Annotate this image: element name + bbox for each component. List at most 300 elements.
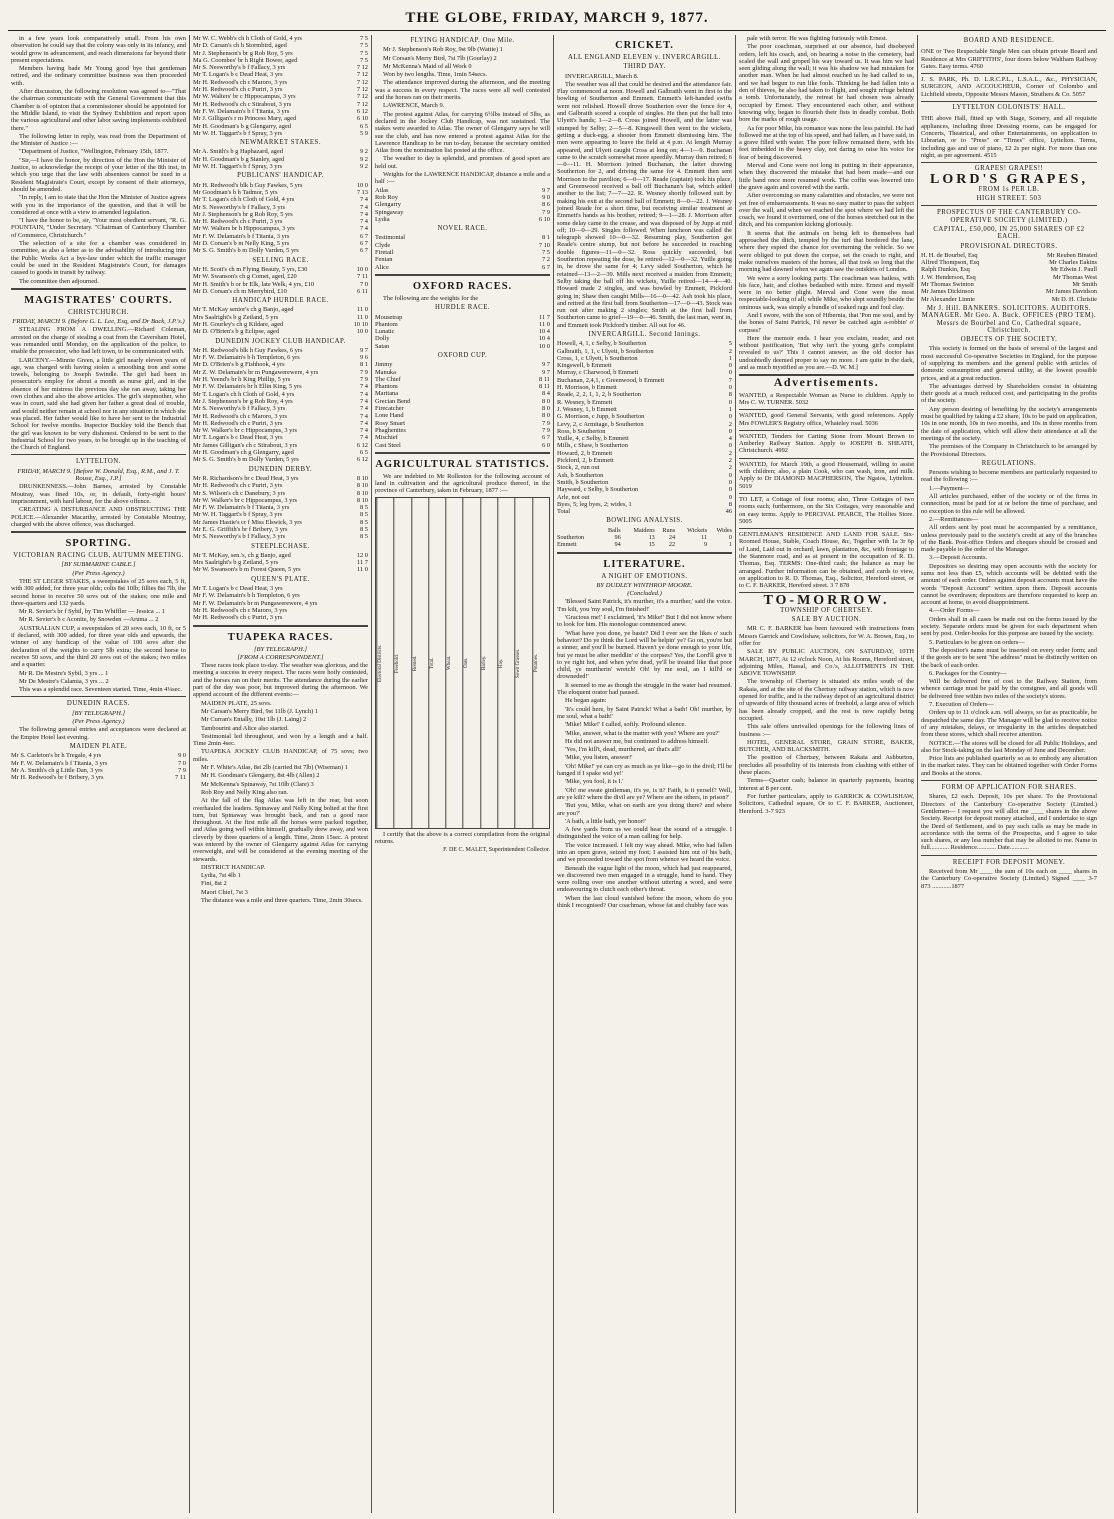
list-item-value: 8 4 bbox=[542, 390, 550, 398]
paragraph: Received from Mr ____ the sum of 10s each on ____ shares in the Canterbury Co-operative Society (Limited.) Signed ____ 3-7 873 ............1877 bbox=[921, 867, 1097, 890]
list-item bbox=[193, 321, 368, 328]
paragraph: The weather to day is splendid, and promises of good sport are held out. bbox=[375, 155, 550, 170]
paragraph: 5. Particulars to be given on orders— bbox=[929, 638, 1025, 646]
list-item bbox=[557, 479, 732, 486]
paragraph: This sale offers unrivalled openings for the following lines of business :— bbox=[739, 723, 914, 738]
list-item-label: Mr W. C. Webb's ch h Cloth of Gold, 4 yrs bbox=[193, 35, 302, 42]
list-item-label: Mr H. Redwood's ch c Maroro, 3 yrs bbox=[193, 412, 287, 420]
entry-list bbox=[11, 752, 186, 781]
list-item-value: Mr D. H. Christie bbox=[1051, 295, 1097, 303]
classified-ad: WANTED, good General Servants, with good references. Apply Mrs FOWLER'S Registry office, Whateley road. 5036 bbox=[739, 410, 914, 431]
list-item-value: 6 7 bbox=[542, 263, 550, 271]
paragraph: Terms—Quarter cash; balance in quarterly payments, bearing interest at 8 per cent. bbox=[739, 777, 914, 792]
race-heading: QUEEN'S PLATE. bbox=[251, 575, 310, 583]
list-item-value: 8 5 bbox=[360, 533, 368, 541]
table-header: Runs bbox=[662, 526, 676, 534]
paragraph: Mr Carsan's Merry Bird, 9st 11lb (J. Lynch) 1 bbox=[201, 707, 318, 715]
statistics-column-header: Oats. bbox=[462, 498, 479, 828]
paragraph: "I have the honor to be, sir, "Your most obedient servant, "R. G. FOUNTAIN, "Under Secretary. "Chairman of Canterbury Chamber of Commerce, Christchurch." bbox=[11, 217, 186, 239]
list-item-label: J. Wesney, 1, b Emmett bbox=[557, 405, 617, 413]
list-item-label: Mr F. W. Delamain's b f Titania, 3 yrs bbox=[193, 232, 290, 240]
list-item-label: Firetail bbox=[375, 249, 394, 257]
list-item-label: Mr H. Redwood's ch c Stirabout, 3 yrs bbox=[193, 100, 292, 108]
list-item bbox=[193, 585, 368, 592]
paragraph: And I swore, with the son of Hibernia, that 'Pon me soul, and by the bones of Saint Patrick, I'd never be catched agin a-robbin' o' corpses!' bbox=[739, 311, 914, 334]
list-item-label: Mr T. Logan's ch h Cloth of Gold, 4 yrs bbox=[193, 196, 295, 204]
list-item bbox=[11, 752, 186, 759]
list-item bbox=[557, 340, 732, 347]
list-item-value: 0 bbox=[728, 478, 732, 486]
list-item bbox=[375, 187, 550, 194]
list-item-value: 8 10 bbox=[356, 489, 368, 497]
list-item-value: 0 bbox=[728, 369, 732, 377]
list-item-value: 7 12 bbox=[356, 100, 368, 108]
list-item-label: Mr H. Gourley's ch g Kildare, aged bbox=[193, 320, 284, 328]
paragraph: A few yards from us we could hear the sound of a struggle. I distinguished the voice of a man calling for help. bbox=[557, 826, 732, 841]
list-item-label: Mr James Gilligan's ch c Stirabout, 3 yrs bbox=[193, 441, 298, 449]
list-item bbox=[557, 494, 732, 501]
list-item-value: 8 11 bbox=[539, 375, 550, 383]
paragraph: Shares, £2 each. Deposit, 10s per share. To the Provisional Directors of the Canterbury Co-operative Society (Limited.) Gentlemen— I request you will allot me ____ shares in the above Society. Receipt for deposit money attached, and I undertake to sign the Deed of Settlement, and to pay such calls as may be made in accordance with the terms of the Prospectus, and I agree to take such shares, or any less number that may be allotted to me. Name in full............ Residence............ Date............ bbox=[921, 793, 1097, 852]
paragraph: It seems that the animals on being left to themselves had approached the ditch, tempted by the turf that bordered the lane, where they espied the chance for overturning the vehicle. So we were obliged to put down the corpse, set the coach to right, and make ourselves masters of the horses, all that took so long that the morning had dawned when we again saw the outskirts of London. bbox=[739, 229, 914, 274]
list-item bbox=[375, 343, 550, 350]
paragraph: Won by two lengths. Time, 1min 54secs. bbox=[383, 71, 488, 79]
list-item bbox=[193, 156, 368, 163]
paragraph: Mr McKenna's Spinaway, 7st 10lb (Clare) 3 bbox=[201, 780, 314, 788]
section-heading: Advertisements. bbox=[773, 375, 880, 390]
list-item-value: 8 bbox=[728, 500, 732, 508]
list-item bbox=[193, 148, 368, 155]
list-item bbox=[193, 434, 368, 441]
list-item-value: 6 7 bbox=[360, 240, 368, 248]
race-heading: STEEPLECHASE. bbox=[251, 542, 310, 550]
paragraph: Members having bade Mr Young good bye that gentleman retired, and the ordinary committee business was then proceeded with. bbox=[11, 65, 186, 87]
list-item-label: Alfred Thompson, Esq bbox=[921, 259, 980, 267]
list-item bbox=[557, 421, 732, 428]
list-item-label: Lone Hand bbox=[375, 412, 404, 420]
entry-list bbox=[193, 266, 368, 295]
list-item bbox=[375, 405, 550, 412]
list-item-label: Phantom bbox=[375, 320, 398, 328]
list-item bbox=[193, 559, 368, 566]
list-item bbox=[921, 296, 1097, 303]
list-item bbox=[193, 475, 368, 482]
ad-heading: BOARD AND RESIDENCE. bbox=[963, 37, 1055, 44]
list-item-value: 0 bbox=[728, 413, 732, 421]
list-item-value: 8 5 bbox=[360, 518, 368, 526]
entry-list bbox=[193, 306, 368, 335]
statistics-column-header: Freehold. bbox=[393, 498, 410, 828]
list-item bbox=[11, 774, 186, 781]
list-item-value: 11 0 bbox=[539, 320, 550, 328]
list-item bbox=[557, 457, 732, 464]
paragraph: LARCENY.—Minnie Green, a little girl nearly eleven years of age, was charged with having stolen a smoothing iron and some towels, belonging to Joseph Swindle. The girl had been in prosecutor's employ for about a month as nurse girl, and in the absence of her mistress the previous day she ran away, taking her own clothes and also the above articles. The girl's stepmother, who was in court, said she had given her father a great deal of trouble, and would neither remain at school nor in any situation in which she was placed. Her father would like to have her sent to the Industrial School for twelve months. Inspector Buckley told the Bench that the girl was known to be very dishonest. Ordered to be sent to the Industrial School for two years, to be brought up in the teaching of the Church of England. bbox=[11, 356, 186, 452]
list-item bbox=[193, 57, 368, 64]
list-item-label: Mr H. Smith's b or br Elk, late Welk, 4 yrs, £10 bbox=[193, 280, 315, 288]
list-item-label: R. Wesney, b Emmett bbox=[557, 398, 613, 406]
list-item-value: 7 4 bbox=[360, 434, 368, 442]
list-item-value: 11 0 bbox=[357, 313, 368, 321]
list-item bbox=[557, 355, 732, 362]
classified-ad: WANTED, a Respectable Woman as Nurse to children. Apply to Mrs C. W. TURNER. 5032 bbox=[739, 390, 914, 411]
subheading: DUNEDIN RACES. bbox=[66, 700, 131, 708]
paragraph: Mr McKenna's Maid of all Work 0 bbox=[383, 62, 472, 70]
entry-list bbox=[193, 475, 368, 541]
list-item bbox=[193, 42, 368, 49]
list-item bbox=[557, 472, 732, 479]
list-item-label: Pickford, 2, b Emmett bbox=[557, 457, 614, 465]
list-item-value: 6 10 bbox=[356, 115, 368, 123]
column-2 bbox=[190, 35, 372, 1513]
list-item-label: G. Morrison, c Jupp, b Southerton bbox=[557, 413, 645, 421]
paragraph: Mr R. Sevier's b c Aconite, by Snowden —Aruma ... 2 bbox=[19, 616, 159, 624]
section-heading: CRICKET. bbox=[615, 40, 674, 51]
race-heading: OXFORD CUP. bbox=[437, 351, 488, 359]
list-item-label: Alice bbox=[375, 263, 389, 271]
list-item bbox=[193, 526, 368, 533]
race-heading: DUNEDIN JOCKEY CLUB HANDICAP. bbox=[215, 337, 346, 345]
list-item bbox=[193, 442, 368, 449]
list-item bbox=[193, 420, 368, 427]
list-item-value: 7 5 bbox=[360, 56, 368, 64]
subheading: ALL ENGLAND ELEVEN v. INVERCARGILL. bbox=[567, 54, 722, 61]
list-item-value: 0 bbox=[728, 362, 732, 370]
list-item-label: Mr James Dickinson bbox=[921, 288, 974, 296]
paragraph: Mr R. Sevier's br f Sybil, by Tim Whiffler — Jessica ... 1 bbox=[19, 608, 165, 616]
list-item bbox=[193, 592, 368, 599]
list-item-label: Dolly bbox=[375, 335, 390, 343]
list-item-label: Yuille, 4, c Selby, b Emmett bbox=[557, 435, 629, 443]
list-item-label: Reade, 2, 2, 1, 1, 2, b Southerton bbox=[557, 391, 641, 399]
race-heading: MAIDEN PLATE. bbox=[69, 742, 128, 750]
list-item bbox=[921, 259, 1097, 266]
list-item-label: Mr Thomas Swinton bbox=[921, 281, 974, 289]
paragraph: The advantages derived by Shareholders consist in obtaining their goods at a much reduced cost, and participating in the profits of the society. bbox=[921, 382, 1097, 405]
list-item bbox=[193, 93, 368, 100]
paragraph: Testimonial led throughout, and won by a length and a half. Time 2min 4sec. bbox=[193, 732, 368, 748]
list-item-label: Mrs Saalright's b g Zetland, 5 yrs bbox=[193, 559, 279, 567]
list-item bbox=[193, 490, 368, 497]
list-item-label: Phantom bbox=[375, 383, 398, 391]
table-cell: 9 bbox=[704, 541, 708, 549]
list-item-value: 9 7 bbox=[542, 368, 550, 376]
byline: BY DUDLEY WINTHROP MOORE. bbox=[596, 581, 693, 589]
paragraph: LAWRENCE, March 9. bbox=[383, 102, 445, 110]
paragraph: 4.—Order Forms— bbox=[929, 607, 980, 615]
paragraph: The following general entries and acceptances were declared at the Empire Hotel last evening. bbox=[11, 726, 186, 741]
subheading: VICTORIAN RACING CLUB, AUTUMN MEETING. bbox=[13, 552, 184, 560]
list-item-value: 1 bbox=[728, 354, 732, 362]
article-body bbox=[739, 625, 914, 814]
list-item-value: 7 9 bbox=[542, 426, 550, 434]
list-item bbox=[375, 216, 550, 223]
entry-list bbox=[193, 35, 368, 137]
paragraph: We were a sorry looking party. The coachman was hatless, with his face, hair, and clothes bedaubed with mire. Ernest and myself were in no better plight. Merval and Cone were the most respectable-looking of all; while Mike, who slept soundly beside the ominous sack, was simply a bundle of soaked rags and foul clay. bbox=[739, 274, 914, 311]
list-item bbox=[193, 189, 368, 196]
entry-list bbox=[375, 234, 550, 270]
list-item-label: Mr J. Stephenson's br g Rob Roy, 4 yrs bbox=[193, 397, 293, 405]
list-item bbox=[375, 201, 550, 208]
list-item-value: 9 2 bbox=[360, 148, 368, 156]
list-item-label: Mr F. W. Delamain's br h Ellin King, 5 yrs bbox=[193, 383, 302, 391]
paragraph: The following letter in reply, was read from the Department of the Minister of Justice :— bbox=[11, 132, 186, 148]
list-item-label: Mr R. Richardson's br c Dead Heat, 3 yrs bbox=[193, 474, 299, 482]
paragraph: All orders sent by post must be accompanied by a remittance, unless previously paid to the society's credit at any of the branches of the Bank. Post-office Orders and cheques should be crossed and made payable to the order of the Manager. bbox=[921, 524, 1097, 554]
list-item bbox=[557, 486, 732, 493]
list-item-label: Mr S. Nesworthy's b f Fallacy, 3 yrs bbox=[193, 533, 286, 541]
list-item bbox=[193, 71, 368, 78]
entry-list bbox=[193, 148, 368, 170]
list-item-value: 8 10 bbox=[356, 482, 368, 490]
list-item-label: Mr D. Corsan's ch m Merrybird, £10 bbox=[193, 287, 287, 295]
list-item-label: Grecian Bend bbox=[375, 397, 411, 405]
list-item-value: 10 0 bbox=[356, 328, 368, 336]
list-item bbox=[921, 266, 1097, 273]
list-item-value: 9 7 bbox=[542, 186, 550, 194]
list-item-label: Phaghenites bbox=[375, 426, 406, 434]
list-item-label: Arle, not out bbox=[557, 493, 590, 501]
list-item-value: 6 5 bbox=[360, 122, 368, 130]
list-item-label: Mr T. Logan's b c Dead Heat, 3 yrs bbox=[193, 585, 283, 593]
list-item-value: 10 0 bbox=[538, 342, 550, 350]
list-item bbox=[557, 391, 732, 398]
list-item-label: Galbraith, 1, 1, c Ulyett, b Southerton bbox=[557, 347, 654, 355]
article-body bbox=[921, 345, 1097, 457]
list-item-label: Mrs Saalright's b g Zetland, 5 yrs bbox=[193, 313, 279, 321]
list-item-value: 7 5 bbox=[542, 249, 550, 257]
list-item-value: 6 11 bbox=[357, 287, 368, 295]
table-cell: 96 bbox=[614, 534, 621, 541]
paragraph: Here the memoir ends. I hear you exclaim, reader, and not without justification, 'But why isn't the young girl's complaint revealed to us?' This I cannot answer, as the old doctor has undoubtedly deemed proper to say no more. I am quite in the dark, and as much mystified as you are.—D. W. M.] bbox=[739, 334, 914, 372]
paragraph: Weights for the LAWRENCE HANDICAP, distance a mile and a half :— bbox=[375, 171, 550, 186]
list-item bbox=[375, 361, 550, 368]
list-item-value: 11 7 bbox=[539, 313, 550, 321]
paragraph: He did not answer me, but continued to address himself. bbox=[565, 737, 709, 745]
paragraph: 'Gracious me!' I exclaimed, 'it's Mike!' But I did not know where to look for him. His monologue commenced anew. bbox=[557, 614, 732, 629]
list-item-value: 7 4 bbox=[360, 427, 368, 435]
list-item bbox=[193, 233, 368, 240]
list-item-label: Mr W. H. Taggart's b f Spray, 3 yrs bbox=[193, 511, 283, 519]
classified-ad: ONE or Two Respectable Single Men can obtain private Board and Residence at Mrs GRIFFITHS', four doors below Waltham Railway Gates. Easy terms. 4760 bbox=[921, 46, 1097, 74]
list-item-value: 0 bbox=[728, 427, 732, 435]
paragraph: The protest against Atlas, for carrying 6½lbs instead of 5lbs, as declared in the Jockey Club Handicap, was not sustained. The stakes were awarded to Atlas. The owner of Glengarry says he will sue the club, and has now entered a protest against Atlas for the Lawrence Handicap to be run to-day, because the secretary omitted Atlas from the nomination list posted at the office. bbox=[375, 110, 550, 155]
list-item-label: Mr W. Walker's br c Hippocampus, 3 yrs bbox=[193, 427, 297, 435]
list-item-label: Mr F. W. Delamain's b f Titania, 3 yrs bbox=[193, 107, 290, 115]
list-item-value: 7 12 bbox=[356, 78, 368, 86]
list-item-label: Mr D. Carsan's ch h Stormbird, aged bbox=[193, 42, 287, 50]
table-header: Wides bbox=[716, 526, 732, 534]
list-item bbox=[193, 600, 368, 607]
list-item bbox=[375, 369, 550, 376]
entry-list bbox=[193, 347, 368, 464]
paragraph: This was a splendid race. Seventeen started. Time, 4min 4¼sec. bbox=[19, 686, 182, 694]
paragraph: Mr Corsan's Merry Bird, 7st 7lb (Gourlay) 2 bbox=[383, 54, 497, 62]
list-item-label: Cross, 1, c Ulyett, b Southerton bbox=[557, 354, 638, 362]
list-item-label: Hayward, c Selby, b Southerton bbox=[557, 486, 639, 494]
list-item-value: 6 12 bbox=[356, 107, 368, 115]
article-body bbox=[557, 73, 732, 329]
list-item-value: 8 1 bbox=[542, 234, 550, 242]
list-item-label: Stock, 2, run out bbox=[557, 464, 600, 472]
paragraph: We are indebted to Mr Rolleston for the following account of land in cultivation and the agricultural produce thereof, in the province of Canterbury, taken in February, 1877 :— bbox=[375, 472, 550, 495]
race-heading: DUNEDIN DERBY. bbox=[248, 465, 313, 473]
list-item-label: Mr E. G. Griffith's br f Bribery, 3 yrs bbox=[193, 526, 288, 533]
paragraph: I certify that the above is a correct compilation from the original returns. bbox=[375, 830, 550, 846]
list-item bbox=[193, 115, 368, 122]
list-item-value: 5 bbox=[728, 340, 732, 348]
byline: (Per Press Agency.) bbox=[72, 569, 125, 577]
paragraph: Will be delivered free of cost to the Railway Station, from whence carriage must be paid by the consignee, and all goods will be delivered free within two miles of the society's stores. bbox=[921, 678, 1097, 700]
list-item-value: 0 bbox=[728, 384, 732, 392]
list-item bbox=[557, 435, 732, 442]
table-cell: 94 bbox=[614, 541, 621, 549]
list-item bbox=[375, 412, 550, 419]
list-item-label: Jimmy bbox=[375, 361, 393, 369]
list-item-label: Mr H. Yeend's br h King Phillip, 5 yrs bbox=[193, 376, 291, 384]
list-item-label: Mr H. Redwood's ch c Puriri, 3 yrs bbox=[193, 218, 283, 226]
list-item-value: 0 bbox=[728, 398, 732, 406]
table-cell: 15 bbox=[648, 541, 655, 549]
list-item-value: 10 0 bbox=[356, 181, 368, 189]
list-item-label: Mr W. H. Taggart's b f Spray, 3 yrs bbox=[193, 163, 283, 171]
list-item bbox=[193, 504, 368, 511]
paragraph: AUSTRALIAN CUP, a sweepstakes of 20 sovs each, 10 ft, or 5 if declared, with 300 added, for three year olds and upwards, the winner of any handicap of the value of 100 sovs after the declaration of the weights to carry 5lb extra; the second horse to receive 50 sovs, and the third 20 sovs out of the stakes; two miles and a quarter. bbox=[11, 624, 186, 669]
list-item-value: 8 5 bbox=[360, 511, 368, 519]
paragraph: 'Mike, you listen, answer!' bbox=[565, 754, 633, 762]
paragraph: NOTICE.—The stores will be closed for all Public Holidays, and also for Stock-taking on the last Monday of June and December. bbox=[921, 739, 1097, 754]
list-item-label: Mr T. McKay senior's ch g Banjo, aged bbox=[193, 306, 294, 314]
dateline: FRIDAY, MARCH 9. (Before G. L. Lee, Esq, and Dr Back, J.P.'s.) bbox=[12, 318, 185, 326]
list-item-label: Mr A. Smith's b g Haphazard, aged bbox=[193, 148, 283, 156]
list-item-value: 8 0 bbox=[542, 405, 550, 413]
list-item bbox=[193, 456, 368, 463]
list-item-label: Ralph Dunkin, Esq bbox=[921, 266, 970, 274]
list-item-label: Spingaway bbox=[375, 208, 404, 216]
list-item bbox=[557, 450, 732, 457]
paragraph: 7. Execution of Orders— bbox=[929, 701, 994, 709]
list-item-label: Mr S. Nesworthy's b f Fallacy, 3 yrs bbox=[193, 203, 286, 211]
paragraph: 'It's could here, by Saint Patrick! What a bath! Oh! murther, by me soul, what a bath!' bbox=[557, 705, 732, 720]
paragraph: 'Yes, I'm kill't, dead, murthered, an' that's all!' bbox=[565, 746, 682, 754]
list-item bbox=[193, 566, 368, 573]
list-item-value: 8 bbox=[728, 391, 732, 399]
table-row bbox=[557, 541, 732, 548]
paragraph: The weather was all that could be desired and the attendance fair. Play commenced at noon. Howell and Galbraith went in first to the bowling of Southerton and Emmett. Emmett's left-handed swifts were not relished. Howell drove Southerton over the fence for 4, and Galbraith scored a couple of singles. He then put the ball into Ulyett's hands; 1—2—8. Cross joined Howell, and the latter was stumped by Selby; 2—5—8. Kingswell then went to the wickets, getting a duck-egg, a shooter from Emmett dismissing him. The men were appearing to leave the field at 4 p.m. At length Murray appeared, and Ulyett caught Cross at long on; 4—1—9. Buchanan came to the scratch somewhat more speedily. Murray then retired; 6—0—11. H. Morrison joined Buchanan, the latter drawing Southerton for 2, and driving the same for 4. Emmett then sent Morrison to the pavilion; 6—0—17. Reade (captain) took his place, and Greenwood received a ball off Buchanan's bat, which added another to the list; 7—7—22. R. Wesney shortly followed suit by making his exit at the second ball of Emmett; 8—0—22. J. Wesney joined Reade for a short time, but receiving similar treatment at Emmett's hands as his brother, retired; 9—1—28. J. Morrison after some delay came to the crease, and was disposed of by Jupp at mid off; 10—0—29. Singles followed. When luncheon was called the telegraph showed 10—0—32. Resuming play, Southerton got Reade's centre stump, but not before he succeeded in reaching double figures—11—0—32. Ross quickly succeeded, but Southerton repeating the dose, he retired—12—0—32. Yuille going in, he drove the same for 4; Levy sided Southerton, which he retained—13—2—39. Mills next received a maiden from Emmett; Selby taking the ball off his wickets, Yuille retired—14—4—40. Howard made 2 singles, and was bowled by Emmett, Pickford going in; Shaw then caught Mills—16—0—42. Ash took his place, and retired at the first ball from Southerton—17—0—43. Stock was run out after making 2 singles; Smith at the first ball from Southerton came to grief—19—0—46. Smith, the last man, went in, and Emmett took Pickford's timber. All out for 46. bbox=[557, 80, 732, 329]
paragraph: DRUNKENNESS.—John Barnes, arrested by Constable Moutray, was fined 10s, or, in default, forty-eight hours' imprisonment, with hard labour, for the above offence. bbox=[11, 483, 186, 505]
entry-list bbox=[375, 361, 550, 449]
list-item bbox=[375, 321, 550, 328]
list-item-label: Maritana bbox=[375, 390, 399, 398]
list-item bbox=[557, 348, 732, 355]
race-heading: NOVEL RACE. bbox=[437, 225, 488, 233]
list-item-label: Mr W. Walters' br c Hippocampus, 3 yrs bbox=[193, 93, 296, 101]
list-item bbox=[193, 211, 368, 218]
list-item-value: 7 9 bbox=[178, 766, 186, 774]
list-item bbox=[193, 79, 368, 86]
paragraph: The poor coachman, surprised at our absence, had disobeyed orders, left his coach, and, on hearing a noise in the cemetery, had scaled the wall and groped his way toward us. It was him we had seen gliding along the wall; it was his shadow we had mistaken for another man. When he had almost reached us he had called to us, and we had begun to run like fools. Thinking he had fallen into a den of thieves, he also had taken to flight, and sought refuge behind a tomb. Unfortunately, the retreat he had chosen was already occupied by Ernest. They encountered each other, and without knowing why, began to flourish their fists in deadly combat. Both bore the marks of rough usage. bbox=[739, 43, 914, 124]
list-item bbox=[193, 405, 368, 412]
list-item bbox=[375, 442, 550, 449]
entry-list bbox=[375, 314, 550, 350]
list-item-value: 7 12 bbox=[356, 71, 368, 79]
subheading: INVERCARGILL. Second Innings. bbox=[588, 330, 701, 338]
paragraph: "In reply, I am to state that the Hon the Minister of Justice agrees with you in the importance of the question, and that it will be considered at once with a view to amended legislation. bbox=[11, 194, 186, 216]
list-item bbox=[375, 242, 550, 249]
list-item-label: Mr S. Carleton's br h Tregale, 4 yrs bbox=[11, 752, 102, 760]
list-item-value: 6 7 bbox=[360, 232, 368, 240]
list-item-value: 8 0 bbox=[542, 412, 550, 420]
list-item-value: 7 11 bbox=[357, 273, 368, 281]
list-item-value: 6 12 bbox=[356, 441, 368, 449]
list-item-label: J. W. Henderson, Esq bbox=[921, 273, 976, 281]
list-item bbox=[375, 376, 550, 383]
list-item-value: 8 11 bbox=[539, 383, 550, 391]
subheading: THIRD DAY. bbox=[623, 63, 666, 71]
list-item-value: 7 4 bbox=[360, 397, 368, 405]
paragraph: in a few years look comparatively small. From his own observation he could say that the colony was only in its infancy, and would grow in advancement, and reach dimensions far beyond their present expectations. bbox=[11, 35, 186, 64]
list-item-value: 7 9 bbox=[360, 368, 368, 376]
list-item bbox=[193, 314, 368, 321]
list-item-label: Byes, 5; leg byes, 2; wides, 1 bbox=[557, 500, 632, 508]
entry-list bbox=[193, 182, 368, 255]
statistics-column-header: Wheat. bbox=[445, 498, 462, 828]
ad-heading: PROSPECTUS OF THE CANTERBURY CO-OPERATIVE SOCIETY (LIMITED.) bbox=[936, 209, 1082, 224]
paragraph: Mr De Mestre's Calamia, 3 yrs ... 2 bbox=[19, 677, 109, 685]
table-header: Maidens bbox=[633, 526, 655, 534]
list-item bbox=[557, 508, 732, 515]
table-header: Balls bbox=[607, 526, 621, 534]
list-item-label: Mr D. O'Brien's b g Eclipse, aged bbox=[193, 328, 280, 336]
list-item bbox=[557, 428, 732, 435]
list-item-value: 9 7 bbox=[360, 346, 368, 354]
divider bbox=[921, 855, 1097, 856]
paragraph: MR C. F. BARKER has been favoured with instructions from Messrs Garrick and Cowlishaw, solicitors, for W. A. Brown, Esq., to offer for bbox=[739, 625, 914, 647]
list-item bbox=[193, 607, 368, 614]
list-item-value: 7 4 bbox=[360, 412, 368, 420]
list-item-label: Mr H. Goodman's b g Stanley, aged bbox=[193, 155, 285, 163]
subheading: OBJECTS OF THE SOCIETY. bbox=[960, 336, 1058, 344]
entry-list bbox=[193, 552, 368, 574]
list-item-label: Mr F. W. Delamain's b h Templeton, 6 yrs bbox=[193, 592, 300, 600]
list-item-value: 10 4 bbox=[538, 328, 550, 336]
list-item-value: 7 4 bbox=[360, 390, 368, 398]
section-heading: SPORTING. bbox=[65, 538, 132, 550]
list-item bbox=[375, 390, 550, 397]
subheading: RECEIPT FOR DEPOSIT MONEY. bbox=[952, 858, 1066, 866]
classified-ad: WANTED, for March 19th, a good Housemaid, willing to assist with children; also, a plain Cook, who can wash, iron, and milk. Apply to Dr DIAMOND MACPHERSON, The Ngaios, Lyttelton. 5019 bbox=[739, 459, 914, 494]
list-item-label: Mr T. Logan's b c Dead Heat, 3 yrs bbox=[193, 71, 283, 79]
list-item-value: 1 bbox=[728, 405, 732, 413]
list-item-value: 7 4 bbox=[360, 419, 368, 427]
list-item-value: 9 0 bbox=[178, 752, 186, 760]
paragraph: Mr F. White's Atlas, 8st 2lb (carried 8st 7lb) (Wiseman) 1 bbox=[201, 764, 348, 772]
paragraph: "Sir,—I have the honor, by direction of the Hon the Minister of Justice, to acknowledge the receipt of your letter of the 8th inst, in which you urge that the law with absentees cannot be sued in a Resident Magistrate's Court, except by consent of their attorneys, should be amended. bbox=[11, 156, 186, 193]
list-item bbox=[193, 306, 368, 313]
list-item-label: Mills, c Shaw, b Southerton bbox=[557, 442, 628, 450]
list-item-label: Mousetrap bbox=[375, 313, 403, 321]
list-item-label: Mr A. Smith's ch g Little Dan, 3 yrs bbox=[11, 766, 103, 774]
list-item-value: 9 2 bbox=[360, 155, 368, 163]
paragraph: The selection of a site for a chamber was considered in committee, as also a letter as to the advisability of introducing into the Public Works Act a bye-law under which the traffic manager could be sued in the Resident Magistrate's Court, for damages caused to goods in transit by railway. bbox=[11, 240, 186, 277]
list-item-value: 8 0 bbox=[542, 397, 550, 405]
paragraph: Tambourini and Alice also started. bbox=[201, 724, 289, 732]
list-item bbox=[557, 384, 732, 391]
list-item-label: Buchanan, 2,4,1, c Greenwood, b Emmett bbox=[557, 376, 665, 384]
list-item-value: 0 bbox=[728, 486, 732, 494]
ad-line: FROM 1s PER LB. bbox=[978, 185, 1040, 193]
ad-line: Mr J. Hill. BANKERS. SOLICITORS. AUDITORS. MANAGER. Mr Geo. A. Buck. OFFICES (PRO TEM). Messrs de Bourbel and Co, Cathedral square, Christchurch. bbox=[921, 304, 1097, 334]
list-item bbox=[193, 108, 368, 115]
